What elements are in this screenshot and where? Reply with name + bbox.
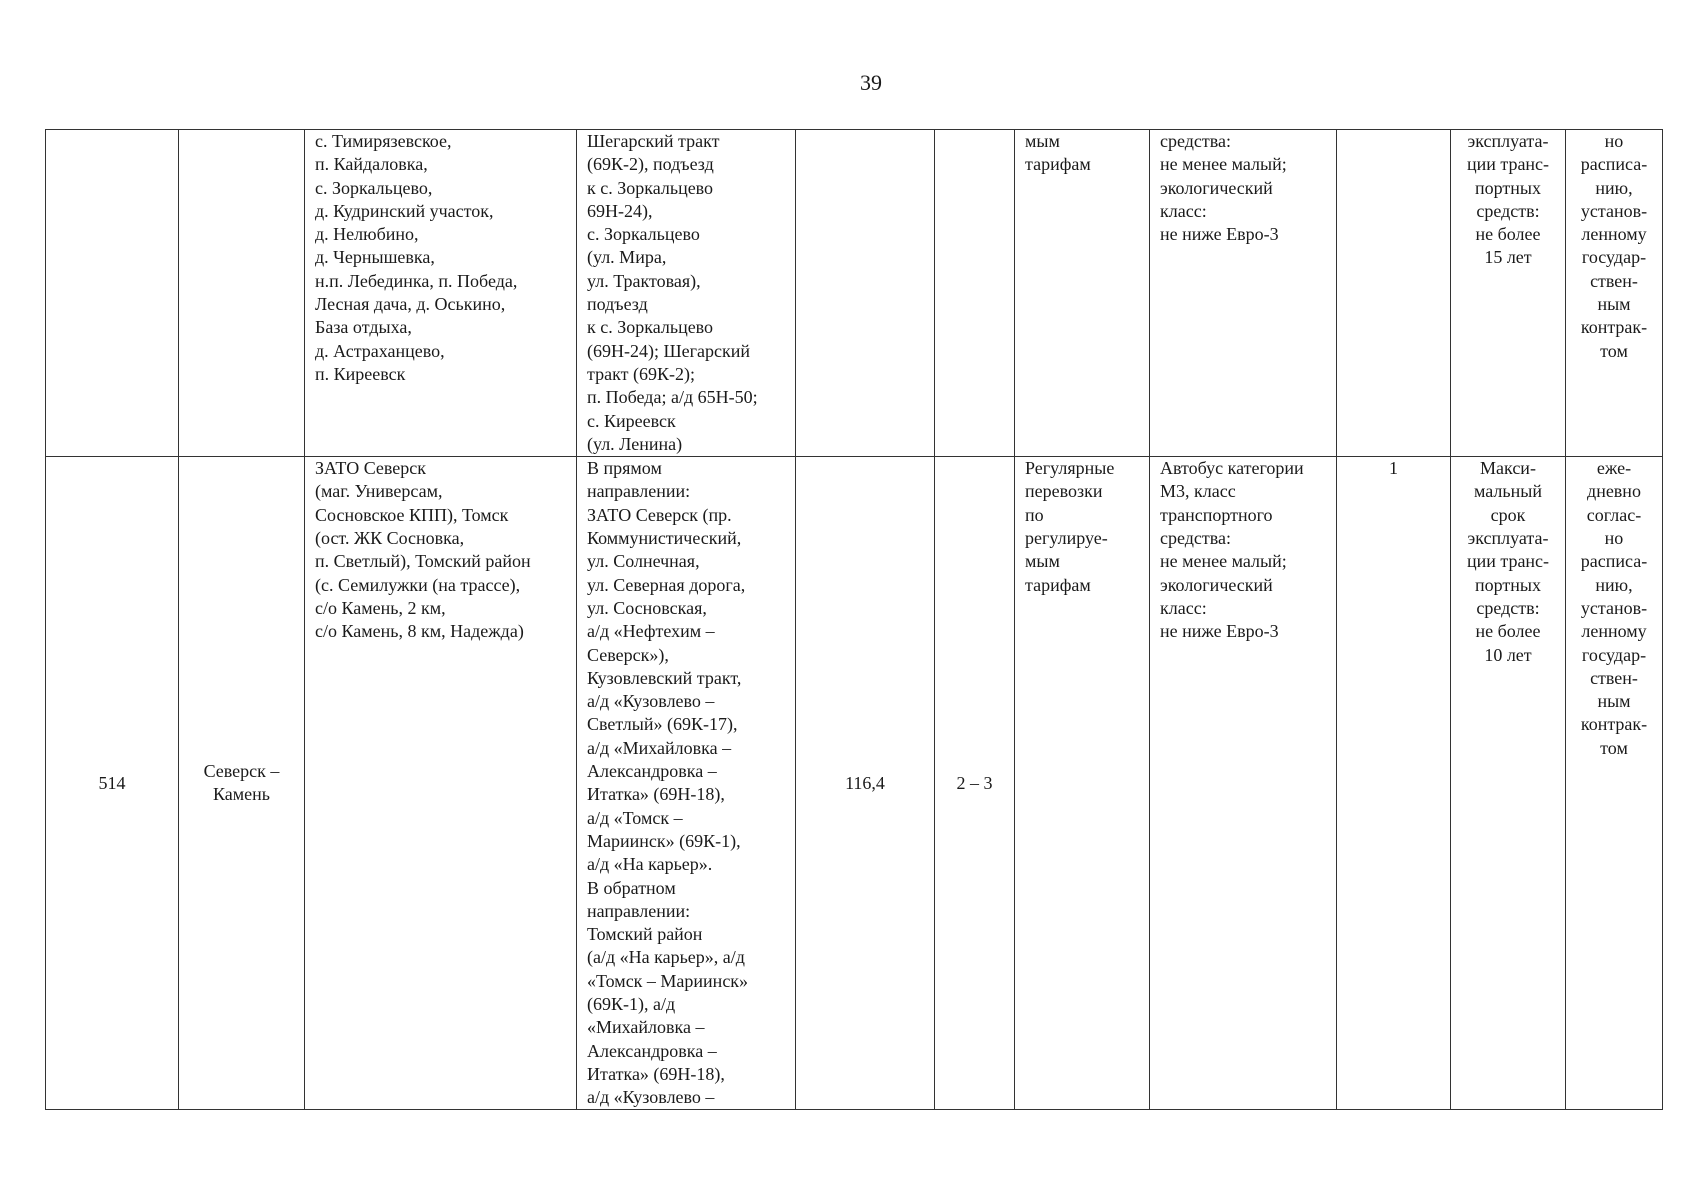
route-number-cell bbox=[46, 130, 179, 457]
vehicle-cell: Автобус категории М3, класс транспортного средства: не менее малый; экологический класс: не ниже Евро-3 bbox=[1150, 457, 1337, 1110]
transport-type-cell: Регулярные перевозки по регулируе- мым тарифам bbox=[1015, 457, 1150, 1110]
max-age-cell: эксплуата- ции транс- портных средств: не более 15 лет bbox=[1451, 130, 1566, 457]
route-length-cell bbox=[796, 130, 935, 457]
vehicle-cell: средства: не менее малый; экологический класс: не ниже Евро-3 bbox=[1150, 130, 1337, 457]
schedule-cell: но расписа- нию, установ- ленному государ- ствен- ным контрак- том bbox=[1566, 130, 1663, 457]
route-stops-cell: с. Тимирязевское, п. Кайдаловка, с. Зоркальцево, д. Кудринский участок, д. Нелюбино, д. Чернышевка, н.п. Лебединка, п. Победа, Лесная дача, д. Оськино, База отдыха, д. Астраханцево, п. Киреевск bbox=[305, 130, 577, 457]
schedule-cell: еже- дневно соглас- но расписа- нию, установ- ленному государ- ствен- ным контрак- том bbox=[1566, 457, 1663, 1110]
max-age-cell: Макси- мальный срок эксплуата- ции транс- портных средств: не более 10 лет bbox=[1451, 457, 1566, 1110]
route-order-cell: 2 – 3 bbox=[935, 457, 1015, 1110]
routes-table bbox=[45, 129, 1663, 1110]
route-length-cell: 116,4 bbox=[796, 457, 935, 1110]
route-name-cell: Северск – Камень bbox=[179, 457, 305, 1110]
page-number: 39 bbox=[860, 70, 882, 95]
route-order-cell bbox=[935, 130, 1015, 457]
transport-type-cell: мым тарифам bbox=[1015, 130, 1150, 457]
route-streets-cell: В прямом направлении: ЗАТО Северск (пр. Коммунистический, ул. Солнечная, ул. Северная дорога, ул. Сосновская, а/д «Нефтехим – Северск»), Кузовлевский тракт, а/д «Кузовлево – Светлый» (69К-17), а/д «Михайловка – Александровка – Итатка» (69Н-18), а/д «Томск – Мариинск» (69К-1), а/д «На карьер». В обратном направлении: Томский район (а/д «На карьер», а/д «Томск – Мариинск» (69К-1), а/д «Михайловка – Александровка – Итатка» (69Н-18), а/д «Кузовлево – bbox=[577, 457, 796, 1110]
route-number-cell: 514 bbox=[46, 457, 179, 1110]
table-row bbox=[46, 130, 1663, 457]
route-name-cell bbox=[179, 130, 305, 457]
vehicle-count-cell: 1 bbox=[1337, 457, 1451, 1110]
route-stops-cell: ЗАТО Северск (маг. Универсам, Сосновское КПП), Томск (ост. ЖК Сосновка, п. Светлый), Томский район (с. Семилужки (на трассе), с/о Камень, 2 км, с/о Камень, 8 км, Надежда) bbox=[305, 457, 577, 1110]
vehicle-count-cell bbox=[1337, 130, 1451, 457]
table-row bbox=[46, 457, 1663, 1110]
route-streets-cell: Шегарский тракт (69К-2), подъезд к с. Зоркальцево 69Н-24), с. Зоркальцево (ул. Мира, ул. Трактовая), подъезд к с. Зоркальцево (69Н-24); Шегарский тракт (69К-2); п. Победа; а/д 65Н-50; с. Киреевск (ул. Ленина) bbox=[577, 130, 796, 457]
